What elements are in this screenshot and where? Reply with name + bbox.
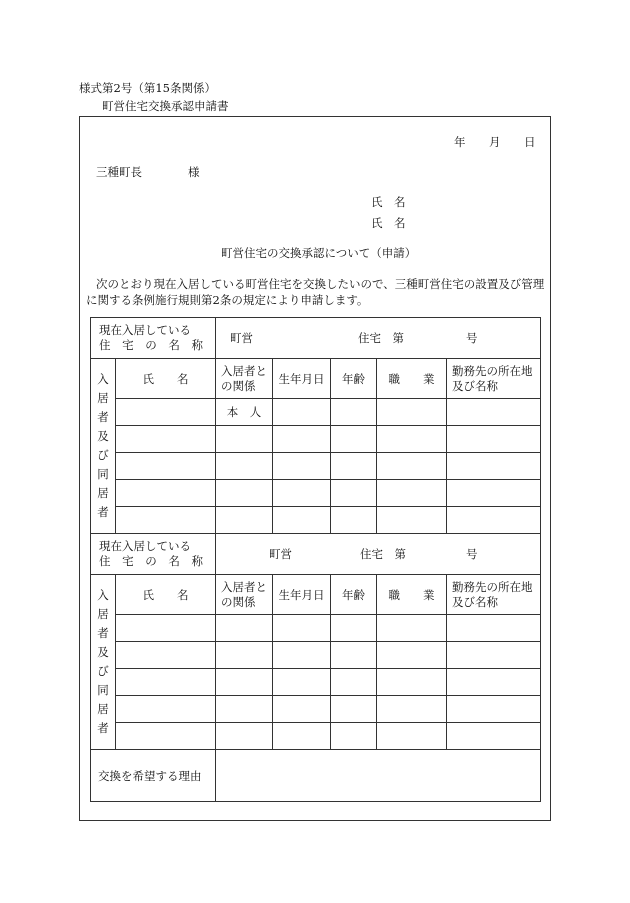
- cell[interactable]: [273, 615, 331, 642]
- side-char: 居: [97, 607, 109, 621]
- col-birthdate-header: 生年月日: [273, 575, 331, 615]
- header-char: の: [145, 554, 157, 568]
- current-housing-header-line1: 現在入居している: [99, 323, 191, 337]
- header-char: 住: [99, 338, 111, 352]
- cell[interactable]: [216, 480, 273, 507]
- col-name-header: 氏 名: [116, 575, 216, 615]
- cell[interactable]: [377, 642, 447, 669]
- cell[interactable]: [447, 669, 541, 696]
- addressee-honorific: 様: [188, 165, 200, 179]
- col-age-header: 年齢: [331, 575, 377, 615]
- cell[interactable]: [216, 453, 273, 480]
- cell[interactable]: [116, 399, 216, 426]
- cell[interactable]: [116, 426, 216, 453]
- side-char: び: [97, 448, 109, 462]
- reason-label: 交換を希望する理由: [91, 750, 216, 802]
- housing-mid: 住宅 第: [358, 331, 404, 345]
- cell[interactable]: [447, 507, 541, 534]
- side-char: 居: [97, 702, 109, 716]
- addressee-name: 三種町長: [96, 165, 142, 179]
- cell[interactable]: [273, 723, 331, 750]
- date-month-label[interactable]: 月: [489, 135, 501, 149]
- header-char: 称: [191, 338, 203, 352]
- workplace-line1: 勤務先の所在地: [452, 579, 533, 594]
- workplace-line1: 勤務先の所在地: [452, 363, 533, 378]
- cell[interactable]: [331, 453, 377, 480]
- header-char: 称: [191, 554, 203, 568]
- col-relation-header: [216, 575, 273, 615]
- workplace-line2: 及び名称: [452, 594, 498, 609]
- relation-line1: 入居者と: [221, 363, 267, 378]
- cell[interactable]: [116, 480, 216, 507]
- cell[interactable]: [116, 696, 216, 723]
- cell[interactable]: [216, 615, 273, 642]
- housing-suffix: 号: [466, 331, 478, 345]
- cell[interactable]: [331, 669, 377, 696]
- header-char: 名: [168, 554, 180, 568]
- col-age-header: 年齢: [331, 359, 377, 399]
- cell[interactable]: [447, 723, 541, 750]
- cell[interactable]: [331, 642, 377, 669]
- cell[interactable]: [331, 399, 377, 426]
- cell[interactable]: [273, 642, 331, 669]
- cell[interactable]: [273, 399, 331, 426]
- col-workplace-header: [447, 359, 541, 399]
- cell[interactable]: [377, 480, 447, 507]
- current-housing-header-line1: 現在入居している: [99, 539, 191, 553]
- cell[interactable]: [216, 426, 273, 453]
- col-birthdate-header: 生年月日: [273, 359, 331, 399]
- cell[interactable]: [116, 642, 216, 669]
- housing-number-field-2[interactable]: [216, 534, 541, 575]
- cell[interactable]: [273, 426, 331, 453]
- cell[interactable]: [273, 480, 331, 507]
- date-day-label[interactable]: 日: [524, 135, 536, 149]
- col-name-header: 氏 名: [116, 359, 216, 399]
- header-char: 住: [99, 554, 111, 568]
- current-housing-header-2: [91, 534, 216, 575]
- cell[interactable]: [273, 507, 331, 534]
- cell[interactable]: [447, 480, 541, 507]
- cell[interactable]: [377, 696, 447, 723]
- col-occupation-header: 職 業: [377, 575, 447, 615]
- housing-mid: 住宅 第: [360, 547, 406, 561]
- cell[interactable]: [331, 696, 377, 723]
- resident-table-1: [90, 317, 541, 802]
- cell[interactable]: [273, 669, 331, 696]
- side-char: 同: [97, 683, 109, 697]
- side-char: 者: [97, 626, 109, 640]
- cell[interactable]: [447, 696, 541, 723]
- cell[interactable]: [116, 669, 216, 696]
- applicant-name-label-2[interactable]: 氏 名: [371, 216, 406, 230]
- side-char: 者: [97, 410, 109, 424]
- side-char: び: [97, 664, 109, 678]
- relation-line1: 入居者と: [221, 579, 267, 594]
- relation-line2: の関係: [221, 378, 256, 393]
- cell[interactable]: [377, 615, 447, 642]
- cell[interactable]: [447, 615, 541, 642]
- cell[interactable]: [331, 615, 377, 642]
- cell[interactable]: [216, 696, 273, 723]
- cell[interactable]: [116, 723, 216, 750]
- reason-field[interactable]: [216, 750, 541, 802]
- applicant-name-label-1[interactable]: 氏 名: [371, 195, 406, 209]
- housing-prefix: 町営: [269, 547, 292, 561]
- side-label-residents-2: [91, 575, 116, 750]
- side-char: 者: [97, 721, 109, 735]
- form-reference: 様式第2号（第15条関係）: [79, 81, 216, 95]
- cell[interactable]: [116, 507, 216, 534]
- housing-suffix: 号: [466, 547, 478, 561]
- cell[interactable]: [377, 426, 447, 453]
- body-text-line-2: に関する条例施行規則第2条の規定により申請します。: [86, 293, 369, 307]
- cell[interactable]: [216, 669, 273, 696]
- cell[interactable]: [377, 723, 447, 750]
- side-char: 者: [97, 505, 109, 519]
- relation-line2: の関係: [221, 594, 256, 609]
- cell[interactable]: [377, 669, 447, 696]
- side-char: 及: [97, 429, 109, 443]
- cell[interactable]: [216, 642, 273, 669]
- form-title: 町営住宅交換承認申請書: [102, 99, 229, 113]
- header-char: の: [145, 338, 157, 352]
- header-char: 宅: [122, 554, 134, 568]
- housing-prefix: 町営: [230, 331, 253, 345]
- relation-self-cell[interactable]: 本 人: [216, 399, 273, 426]
- body-text-line-1: 次のとおり現在入居している町営住宅を交換したいので、三種町営住宅の設置及び管理: [96, 277, 545, 291]
- header-char: 宅: [122, 338, 134, 352]
- cell[interactable]: [331, 723, 377, 750]
- side-char: 居: [97, 391, 109, 405]
- cell[interactable]: [377, 399, 447, 426]
- subject-line: 町営住宅の交換承認について（申請）: [221, 246, 417, 260]
- col-relation-header: [216, 359, 273, 399]
- cell[interactable]: [216, 723, 273, 750]
- cell[interactable]: [331, 426, 377, 453]
- cell[interactable]: [273, 453, 331, 480]
- side-char: 入: [97, 588, 109, 602]
- cell[interactable]: [377, 453, 447, 480]
- cell[interactable]: [331, 480, 377, 507]
- cell[interactable]: [447, 426, 541, 453]
- cell[interactable]: [116, 615, 216, 642]
- side-char: 及: [97, 645, 109, 659]
- header-char: 名: [168, 338, 180, 352]
- cell[interactable]: [447, 399, 541, 426]
- cell[interactable]: [273, 696, 331, 723]
- current-housing-header: [91, 318, 216, 359]
- cell[interactable]: [331, 507, 377, 534]
- side-char: 同: [97, 467, 109, 481]
- col-workplace-header: [447, 575, 541, 615]
- date-year-label[interactable]: 年: [454, 135, 466, 149]
- col-occupation-header: 職 業: [377, 359, 447, 399]
- cell[interactable]: [447, 453, 541, 480]
- workplace-line2: 及び名称: [452, 378, 498, 393]
- side-char: 入: [97, 372, 109, 386]
- side-char: 居: [97, 486, 109, 500]
- cell[interactable]: [377, 507, 447, 534]
- side-label-residents: [91, 359, 116, 534]
- cell[interactable]: [116, 453, 216, 480]
- housing-number-field[interactable]: [216, 318, 541, 359]
- cell[interactable]: [216, 507, 273, 534]
- cell[interactable]: [447, 642, 541, 669]
